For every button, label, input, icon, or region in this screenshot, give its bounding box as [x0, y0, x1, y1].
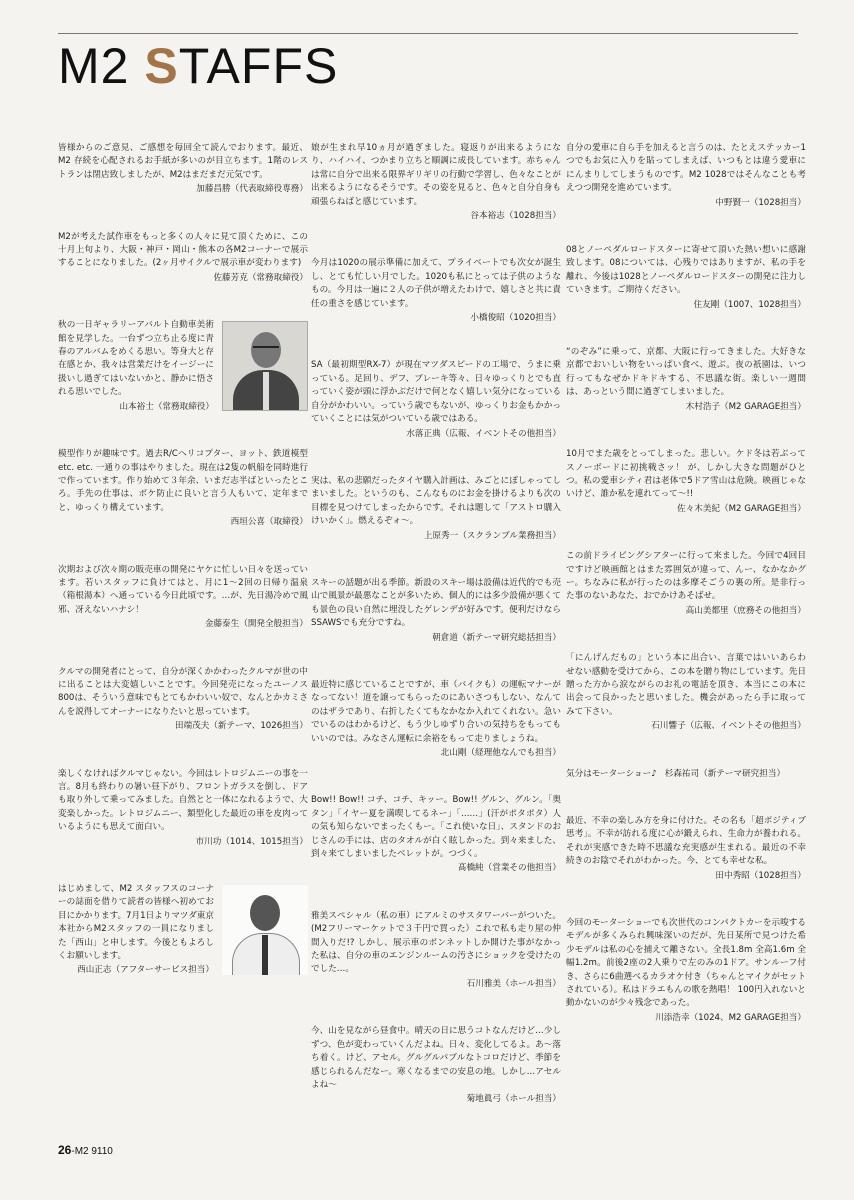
staff-comment — [566, 142, 806, 210]
comment-text: 次期および次々期の販売車の開発にヤケに忙しい日々を送っています。若いスタッフに負けてはと、月に1〜2回の日帰り温泉（箱根湯本）へ通っている今日此頃です。…が、先日湯冷めで風邪、冴えないハナシ！ — [58, 564, 308, 615]
column-1 — [58, 142, 308, 1012]
staff-comment — [311, 359, 561, 440]
page-number: 26 — [58, 1143, 72, 1157]
comment-text: 雅美スペシャル（私の車）にアルミのサスタワーバーがついた。(M2フリーマーケットで３千円で買った）これで私も走り屋の仲間入りだ!? しかし、展示車のボンネットしか開けた事がなかった私は、自分の車のエンジンルームの汚さにショックを受けたのでした…。 — [311, 910, 561, 975]
comment-text: 最近特に感じていることですが、車（バイクも）の運転マナーがなってない！道を譲ってもらったのにあいさつもしない、なんてのはザラであり、右折したくてもなかなか入れてくれない。急いでいるのはわかるけど、もう少しゆずり合いの気持ちをもってもいいのでは。みなさん運転に余裕をもって走りましょうね。 — [311, 679, 561, 744]
comment-text: 娘が生まれ早10ヵ月が過ぎました。寝返りが出来るようになり、ハイハイ、つかまり立ちと順調に成長しています。赤ちゃんは常に自分で出来る限界ギリギリの行動で学習し、色々なことが出来るようになるそうです。その姿を見ると、色々と自分自身も頑張らねばと感じています。 — [311, 143, 561, 207]
staff-comment — [58, 231, 308, 286]
staff-signature: 市川功（1014、1015担当） — [195, 836, 308, 847]
staff-comment — [566, 550, 806, 618]
comment-text: SA（最初期型RX-7）が現在マツダスピードの工場で、うまに乗っている。足回り、デフ、ブレーキ等々、日々ゆっくりとでも直っていく姿が頭に浮かぶだけで何となく嬉しい気分になっている自分がかわいい。っていう歳でもないが、ゆっくりお金もかかっていくことには気がついている歳ではある。 — [311, 360, 561, 425]
staff-comment — [58, 142, 308, 197]
staff-comment — [311, 577, 561, 645]
comment-text: 気分はモーターショー♪ — [566, 768, 657, 779]
comment-text: 「にんげんだもの」という本に出合い、言葉ではいいあらわせない感動を受けてから、この本を贈り物にしています。先日贈った方から涙ながらのお礼の電話を頂き、本当にこの本に出会って良かったと思いました。機会があったら手に取ってみて下さい。 — [566, 653, 806, 717]
staff-comment — [566, 244, 806, 312]
staff-comment — [311, 794, 561, 875]
staff-comment — [311, 142, 561, 223]
staff-signature: 石川雅美（ホール担当） — [466, 978, 561, 989]
staff-comment — [58, 319, 308, 414]
comment-text: 自分の愛車に自ら手を加えると言うのは、たとえステッカー1つでもお気に入りを貼ってしまえば、いつもとは違う愛車ににんまりしてしまうものです。M2 1028ではそんなことも考えつつ開発を進めています。 — [566, 143, 806, 194]
staff-portrait-photo — [222, 321, 308, 411]
staff-signature: 小橋俊昭（1020担当） — [470, 313, 561, 324]
staff-comment — [566, 652, 806, 733]
staff-comment — [58, 883, 308, 978]
staff-signature: 田端茂夫（新テーマ、1026担当） — [174, 721, 308, 732]
title-prefix: M2 — [58, 38, 145, 94]
staff-comment — [311, 679, 561, 760]
page-title — [58, 36, 338, 96]
title-accent-letter: S — [144, 38, 179, 94]
comment-text: 実は、私の悲願だったタイヤ購入計画は、みごとにぽしゃってしまいました。というのも、こんなものにお金を掛けるよりも次の目標を見つけてしまったからです。それは題して「アストロ購入けいかく」。燃えるぞォ〜。 — [311, 475, 561, 527]
staff-signature: 菊地眞弓（ホール担当） — [466, 1094, 561, 1105]
comment-text: 皆様からのご意見、ご感想を毎回全て読んでおります。最近、M2 存続を心配されるお手紙が多いのが目立ちます。1階のレストランは閉店致しましたが、M2はまだまだ元気です。 — [58, 143, 308, 180]
staff-signature: 佐藤芳克（常務取締役） — [213, 272, 308, 283]
staff-signature: 谷本裕志（1028担当） — [470, 211, 561, 222]
staff-signature: 髙橋純（営業その他担当） — [457, 863, 561, 874]
staff-comment — [566, 768, 806, 781]
comment-text: 楽しくなければクルマじゃない。今回はレトロジムニーの事を一言。8月も終わりの暑い昼下がり、フロントガラスを倒し、ドアも取り外して乗ってみました。自然とと一体になれるようで、大変楽しかった。レトロジムニー、類型化した最近の車を皮肉っているようにも思えて面白い。 — [58, 768, 308, 833]
comment-text: Bow!! Bow!! コチ、コチ、キッー。Bow!! グルン、グルン。「奥タン」「イヤー夏を満喫してるネー」「……」(汗がポタポタ）人の気も知らないでまったくもー。「これ使いな日」、スタンドのおじさんの手には、店のタオルが白く眩しかった。到々来ました、到々来てしまいましたベレットが。つづく。 — [311, 795, 561, 860]
comment-text: はじめまして、M2 スタッフスのコーナーの誌面を借りて読者の皆様へ初めてお目にかかります。7月1日よりマツダ東京本社からM2スタッフの一員になりました「西山」と申します。今後ともよろしくお願いします。 — [58, 884, 214, 962]
staff-comment — [311, 910, 561, 991]
staff-signature: 加藤昌勝（代表取締役専務） — [196, 184, 308, 195]
comment-text: 模型作りが趣味です。過去R/Cヘリコプター、ヨット、鉄道模型etc. etc. 一通りの事はやりました。現在は2隻の帆船を同時進行で作っています。作り始めて３年余、いまだ志半ばといったところ。手先の仕事は、ボケ防止に良いと言う人もいて、定年までと、ゆっくり構えています。 — [58, 449, 308, 513]
header-rule — [58, 33, 798, 34]
staff-comment — [311, 1025, 561, 1106]
comment-text: 今、山を見ながら昼食中。晴天の日に思うコトなんだけど…少しずつ、色が変わっていくんだよね。日々、変化してるよ。あ〜落ち着く。けど、アセル。グルグルパブルなトコロだけど、季節を感じられるんだなー。寒くなるまでの安息の地。しかし…アセルよね〜 — [311, 1026, 561, 1090]
staff-signature: 北山剛（経理他なんでも担当） — [440, 748, 561, 758]
staff-portrait-photo — [222, 885, 308, 975]
column-3 — [566, 142, 806, 1059]
staff-comment — [566, 346, 806, 414]
comment-text: この前ドライビングシアターに行って来ました。今回で4回目ですけど映画館とはまた雰囲気が違って、んー、なかなかグー。ちなみに私が行ったのは多摩そごうの裏の所。是非行った事のないあなた、おでかけあそばせ。 — [566, 551, 806, 602]
staff-signature: 上原秀一（スクランブル業務担当） — [423, 530, 561, 541]
staff-signature: 田中秀昭（1028担当） — [715, 870, 806, 881]
comment-text: M2が考えた試作車をもっと多くの人々に見て頂くために、この十月上旬より、大阪・神戸・岡山・熊本の各M2コーナーで展示することになりました。(2ヶ月サイクルで展示車が変わります) — [58, 231, 308, 269]
staff-comment — [58, 564, 308, 632]
comment-text: 08とノーペダルロードスターに寄せて頂いた熱い想いに感謝致します。08については、心残りではありますが、私の手を離れ、今後は1028とノーペダルロードスターの開発に注力していきます。ご期待ください。 — [566, 245, 806, 296]
staff-signature: 川添浩幸（1024、M2 GARAGE担当） — [655, 1012, 806, 1023]
comment-text: 10月でまた歳をとってしまった。悲しい。ケド冬は若ぶってスノーボードに初挑戦さッ！ が、しかし大きな問題がひとつ。私の愛車シティ君は老体で5ドア雪山は危険。映画じゃないけど、誰か私を連れてって〜!! — [566, 449, 806, 500]
comment-text: “のぞみ”に乗って、京都、大阪に行ってきました。大好きな京都でおいしい物をいっぱい食べ、遊ぶ。夜の祇園は、いつ行ってもなぜかドキドキする、不思議な街。楽しい一週間は、あっという間に過ぎてしまいました。 — [566, 347, 806, 398]
comment-text: 最近、不幸の楽しみ方を身に付けた。その名も「超ポジティブ思考」。不幸が訪れる度に心が鍛えられ、生命力が養われる。それが実感できた時不思議な充実感が生まれる。最近の不幸続きのお陰でそれがわかった。今、とても幸せな私。 — [566, 816, 806, 867]
staff-signature: 杉森祐司（新テーマ研究担当） — [664, 768, 786, 779]
staff-signature: 山本裕士（常務取締役） — [119, 401, 214, 412]
staff-signature: 朝倉道（新テーマ研究総括担当） — [432, 632, 561, 643]
staff-comment — [566, 448, 806, 516]
staff-signature: 西山正志（アフターサービス担当） — [77, 965, 214, 976]
staff-comment — [566, 917, 806, 1025]
staff-comment — [58, 666, 308, 734]
staff-comment — [58, 768, 308, 849]
comment-text: スキーの話題が出る季節。新設のスキー場は設備は近代的でも売山で風景が最悪なことが多いため、個人的には多少設備が悪くても景色の良い自然に埋没したゲレンデが好みです。便利だけならSSAWSでも充分ですね。 — [311, 577, 561, 629]
issue-label: -M2 9110 — [71, 1146, 113, 1157]
staff-comment — [566, 815, 806, 883]
comment-text: クルマの開発者にとって、自分が深くかかわったクルマが世の中に出ることは大変嬉しいことです。今回発売になったユーノス800は、そういう意味でもとてもかわいい奴で、なんとかカミさんを説得してオーナーになりたいと思っています。 — [58, 666, 308, 717]
staff-signature: 西垣公喜（取締役） — [230, 517, 308, 528]
comment-text: 秋の一日ギャラリーアバルト自動車美術館を見学した。一台ずつ立ち止る度に青春のアルバムをめくる思い。等身大と存在感とか、我々は営業だけをイージーに扱いし過ぎてはいないかと、静かに悟される思いでした。 — [58, 320, 214, 398]
staff-signature: 石川響子（広報、イベントその他担当） — [651, 721, 806, 732]
staff-comment — [311, 257, 561, 325]
comment-text: 今月は1020の展示準備に加えて、プライベートでも次女が誕生し、とても忙しい月でした。1020も私にとっては子供のようなもの。今月は一遍に２人の子供が増えたわけで、嬉しさと共に責任の重さを感じています。 — [311, 258, 561, 309]
page-footer — [58, 1143, 113, 1157]
staff-signature: 高山美都里（庶務その他担当） — [685, 605, 806, 616]
comment-text: 今回のモーターショーでも次世代のコンパクトカーを示唆するモデルが多くみられ興味深いのだが、先日某所で見つけた希少モデルは私の心を捕えて離さない。全長1.8m 全高1.6m 全幅1.2m。前後2座の2人乗りで左のみの1ドア。サンルーフ付き、さらに6曲選べるカラオケ付き（ちゃんとマイクがセットされている）。私はドラエもんの歌を熱唱！ 100円入れないと動かないのが少々残念であった。 — [566, 918, 806, 1009]
staff-comment — [58, 448, 308, 529]
staff-signature: 木村浩子（M2 GARAGE担当） — [685, 401, 806, 412]
staff-signature: 住友剛（1007、1028担当） — [693, 299, 806, 310]
title-rest: TAFFS — [178, 38, 339, 94]
staff-comment — [311, 475, 561, 543]
staff-signature: 金藤泰生（開発全般担当） — [204, 619, 308, 630]
column-2 — [311, 142, 561, 1141]
staff-signature: 水落正典（広報、イベントその他担当） — [406, 428, 561, 439]
staff-signature: 佐々木美紀（M2 GARAGE担当） — [677, 503, 806, 514]
staff-signature: 中野賢一（1028担当） — [715, 197, 806, 208]
